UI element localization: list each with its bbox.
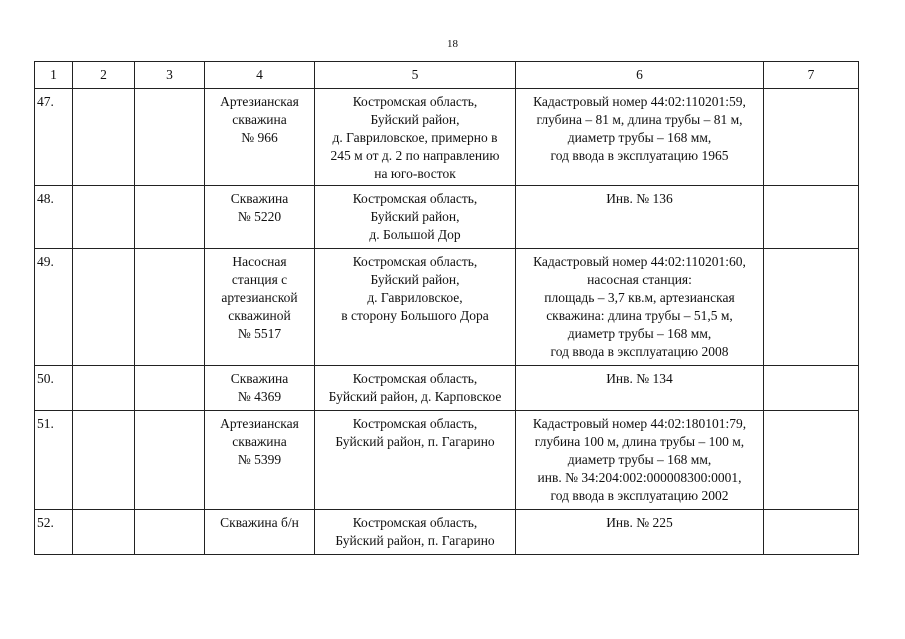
cell-col-2 [73, 510, 135, 555]
cell-col-2 [73, 366, 135, 411]
row-number: 51. [35, 411, 73, 510]
cell-col-3 [135, 186, 205, 249]
object-address: Костромская область, Буйский район, д. Карповское [315, 366, 516, 411]
row-number: 52. [35, 510, 73, 555]
cell-col-7 [764, 89, 859, 186]
object-address: Костромская область, Буйский район, п. Гагарино [315, 411, 516, 510]
column-header-2: 2 [73, 62, 135, 89]
page-number: 18 [447, 38, 458, 50]
object-name: Артезианская скважина № 5399 [205, 411, 315, 510]
column-header-4: 4 [205, 62, 315, 89]
object-name: Артезианская скважина № 966 [205, 89, 315, 186]
row-number: 47. [35, 89, 73, 186]
column-header-6: 6 [516, 62, 764, 89]
object-name: Скважина б/н [205, 510, 315, 555]
column-header-5: 5 [315, 62, 516, 89]
cell-col-3 [135, 249, 205, 366]
cell-col-7 [764, 411, 859, 510]
object-name: Скважина № 5220 [205, 186, 315, 249]
object-details: Инв. № 225 [516, 510, 764, 555]
cell-col-2 [73, 89, 135, 186]
table-row [35, 249, 859, 366]
table-row [35, 89, 859, 186]
cell-col-2 [73, 186, 135, 249]
cell-col-2 [73, 411, 135, 510]
row-number: 49. [35, 249, 73, 366]
object-details: Кадастровый номер 44:02:180101:79, глубина 100 м, длина трубы – 100 м, диаметр трубы – 168 мм, инв. № 34:204:002:000008300:0001, год ввода в эксплуатацию 2002 [516, 411, 764, 510]
cell-col-3 [135, 510, 205, 555]
registry-table [34, 61, 859, 555]
object-address: Костромская область, Буйский район, д. Гавриловское, примерно в 245 м от д. 2 по направлению на юго-восток [315, 89, 516, 186]
column-header-1: 1 [35, 62, 73, 89]
cell-col-7 [764, 186, 859, 249]
object-address: Костромская область, Буйский район, д. Большой Дор [315, 186, 516, 249]
object-name: Насосная станция с артезианской скважиной № 5517 [205, 249, 315, 366]
object-details: Кадастровый номер 44:02:110201:60, насосная станция: площадь – 3,7 кв.м, артезианская скважина: длина трубы – 51,5 м, диаметр трубы – 168 мм, год ввода в эксплуатацию 2008 [516, 249, 764, 366]
cell-col-7 [764, 510, 859, 555]
header-row [35, 62, 859, 89]
cell-col-3 [135, 89, 205, 186]
object-address: Костромская область, Буйский район, п. Гагарино [315, 510, 516, 555]
object-details: Инв. № 136 [516, 186, 764, 249]
table-row [35, 186, 859, 249]
cell-col-7 [764, 249, 859, 366]
table-row [35, 411, 859, 510]
row-number: 50. [35, 366, 73, 411]
cell-col-3 [135, 366, 205, 411]
object-details: Инв. № 134 [516, 366, 764, 411]
table-row [35, 510, 859, 555]
object-details: Кадастровый номер 44:02:110201:59, глубина – 81 м, длина трубы – 81 м, диаметр трубы – 168 мм, год ввода в эксплуатацию 1965 [516, 89, 764, 186]
table-row [35, 366, 859, 411]
cell-col-7 [764, 366, 859, 411]
object-address: Костромская область, Буйский район, д. Гавриловское, в сторону Большого Дора [315, 249, 516, 366]
row-number: 48. [35, 186, 73, 249]
object-name: Скважина № 4369 [205, 366, 315, 411]
cell-col-2 [73, 249, 135, 366]
column-header-3: 3 [135, 62, 205, 89]
cell-col-3 [135, 411, 205, 510]
column-header-7: 7 [764, 62, 859, 89]
